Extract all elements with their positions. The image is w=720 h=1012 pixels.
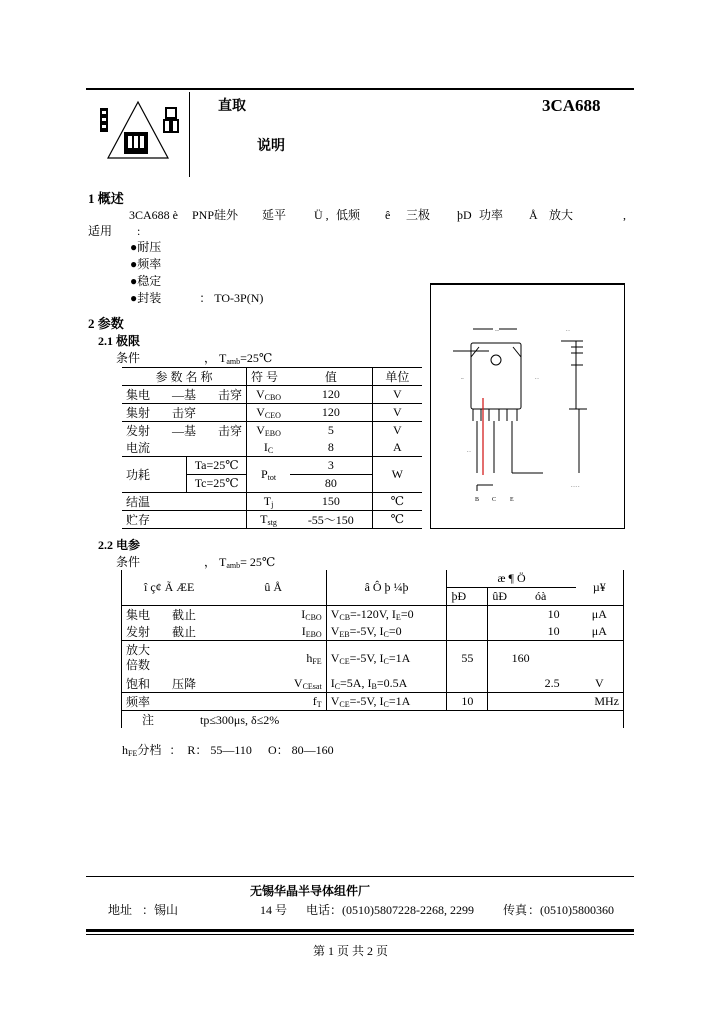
svg-text:- -: - - [566,328,570,333]
pin-label-e: E [510,497,514,503]
bullet-icon: ● [130,274,138,288]
doc-title-line1: 直取 [218,99,246,114]
section2-1-heading: 2.1 极限 [98,334,141,348]
table-header-row: î ç¢ Ã ÆE û Å â Ô þ ¼þ æ ¶ Ö µ¥ [122,570,624,588]
company-name: 无锡华晶半导体组件厂 [250,884,371,898]
table-subheader-row: þÐ ûÐ óà [122,588,624,606]
table-row: 集射 击穿 $V_{CEO}$ 120 V [122,404,422,422]
footer-top-rule [86,876,634,877]
header-top-rule [86,88,634,90]
doc-title-line2: 说明 [257,139,285,154]
feature-item: ●稳定 [130,274,162,288]
cond-cell: $V_{CB}=-120V$, $I_E=0$ [326,606,447,624]
svg-text:--: -- [461,376,464,381]
section2-2-heading: 2.2 电参 [98,538,141,552]
cond-cell: $I_C=5A$, $I_B=0.5A$ [326,675,447,693]
footer-bottom-rule-thin [86,934,634,935]
table-row: 贮存 $T_{stg}$ -55～150 ℃ [122,511,422,529]
feature-list [130,240,263,308]
table-row: Tc=25℃ 80 [122,475,422,493]
cond-cell: $V_{CE}=-5V$, $I_C=1A$ [326,693,447,711]
feature-item: ●耐压 [130,240,162,254]
feature-item: ●频率 [130,257,162,271]
table-row: 饱和 压降 $V_{CEsat}$ $I_C=5A$, $I_B=0.5A$ 2.5 V [126,676,604,691]
pin-label-b: B [475,497,480,503]
svg-text:- - - -: - - - - [571,484,580,489]
electrical-characteristics-table [121,570,624,728]
cond-cell: $V_{EB}=-5V$, $I_C=0$ [326,623,447,641]
svg-text:---: --- [495,328,499,333]
table-row: 集电 截止 $I_{CBO}$ $V_{CB}=-120V$, $I_E=0$ 10 μA [122,606,624,624]
bullet-icon: ● [130,257,138,271]
section2-2-condition: 条件 ， $T_{amb}=$ 25℃ [116,555,276,570]
svg-text:- -: - - [467,449,471,454]
table-row: 结温 $T_j$ 150 ℃ [122,493,422,511]
package-drawing [430,283,625,529]
page-number: 第 1 页 共 2 页 [313,944,389,958]
table-row: 频率 $f_T$ $V_{CE}=-5V$, $I_C=1A$ 10 MHz [122,693,624,711]
bullet-icon: ● [130,240,138,254]
company-logo [96,98,180,164]
section1-intro-line2: 适用 : [88,224,141,238]
to3p-outline-icon [431,285,624,528]
section1-heading: 1 概述 [88,191,124,206]
footer-bottom-rule-thick [86,929,634,932]
bullet-icon: ● [130,291,138,305]
pin-label-c: C [492,497,497,503]
header-divider [189,92,190,177]
cond-cell: $V_{CE}=-5V$, $I_C=1A$ [326,641,447,676]
table-row: 功耗 Ta=25℃ $P_{tot}$ 3 W [122,457,422,475]
table-row: 电流 $I_C$ 8 A [122,439,422,457]
table-note-row: 注 tp≤300μs, δ≤2% [122,711,624,729]
section2-heading: 2 参数 [88,316,124,331]
table-row: 发射 —基 击穿 $V_{EBO}$ 5 V [122,422,422,440]
part-number: 3CA688 [542,96,601,115]
feature-item: ●封装 ： TO-3P(N) [130,291,264,305]
section2-1-condition: 条件 ， $T_{amb}=25℃$ [116,351,273,366]
table-header-row: 参 数 名 称 符 号 值 单位 [122,368,422,386]
hfe-classification: $h_{FE}$分档 ： R： 55—110 O： 80—160 [122,743,334,758]
svg-text:- -: - - [535,376,539,381]
table-row: 放大 倍数 $h_{FE}$ $V_{CE}=-5V$, $I_C=1A$ 55 160 [122,641,624,676]
contact-line: 地址 ：锡山 14 号 电话 ：(0510)5807228-2268, 2299 传真 ：(0510)5800360 [108,903,614,917]
table-row: 集电 —基 击穿 $V_{CBO}$ 120 V [122,386,422,404]
absolute-ratings-table [122,367,422,529]
table-row: 发射 截止 $I_{EBO}$ $V_{EB}=-5V$, $I_C=0$ 10 μA [126,624,607,639]
